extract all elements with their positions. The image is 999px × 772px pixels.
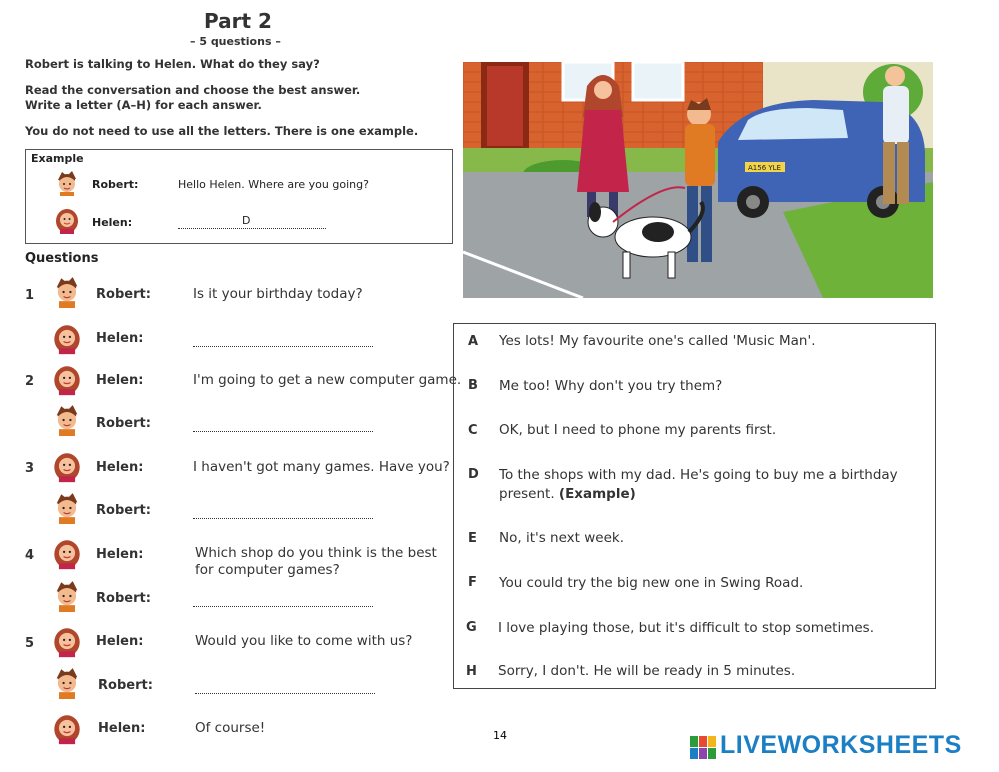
instruction-line-3: Write a letter (A–H) for each answer. (25, 98, 262, 112)
option-letter-d: D (468, 467, 479, 482)
helen-face-icon (52, 362, 82, 396)
svg-text:A156 YLE: A156 YLE (748, 164, 781, 172)
answer-field-4[interactable] (193, 596, 373, 607)
option-text-h: Sorry, I don't. He will be ready in 5 minutes. (498, 663, 796, 679)
example-box (25, 149, 453, 244)
instruction-line-2: Read the conversation and choose the best answer. (25, 83, 361, 97)
helen-face-icon (54, 206, 80, 234)
page-number: 14 (493, 729, 507, 742)
answer-field-2[interactable] (193, 421, 373, 432)
speaker-label: Helen: (96, 634, 144, 649)
helen-face-icon (52, 321, 82, 355)
answer-field-5[interactable] (195, 683, 375, 694)
example-marker: (Example) (558, 486, 636, 502)
question-number: 1 (25, 288, 35, 303)
brand-wordmark: LIVEWORKSHEETS (720, 731, 962, 759)
closing-text: Of course! (195, 720, 266, 736)
option-letter-h: H (466, 664, 477, 679)
option-letter-f: F (468, 575, 477, 590)
helen-face-icon (52, 624, 82, 658)
helen-face-icon (52, 449, 82, 483)
reply-speaker-label: Helen: (96, 331, 144, 346)
example-answer-line (178, 218, 326, 229)
speaker-label: Helen: (96, 373, 144, 388)
example-line: Hello Helen. Where are you going? (178, 178, 369, 191)
example-speaker-helen: Helen: (92, 216, 133, 229)
question-text: I'm going to get a new computer game. (193, 372, 462, 388)
reply-speaker-label: Robert: (96, 503, 151, 518)
robert-face-icon (52, 580, 82, 612)
option-text-b: Me too! Why don't you try them? (499, 378, 723, 394)
reply-speaker-label: Robert: (98, 678, 153, 693)
option-text-c: OK, but I need to phone my parents first. (499, 422, 777, 438)
option-text-f: You could try the big new one in Swing Road. (499, 575, 804, 591)
helen-face-icon (52, 536, 82, 570)
instruction-line-1: Robert is talking to Helen. What do they say? (25, 57, 320, 71)
part-subtitle: – 5 questions – (190, 35, 281, 48)
question-number: 3 (25, 461, 35, 476)
closing-speaker-label: Helen: (98, 721, 146, 736)
option-text-d (499, 466, 919, 504)
speaker-label: Helen: (96, 547, 144, 562)
question-text: Would you like to come with us? (195, 633, 413, 649)
questions-heading: Questions (25, 251, 99, 266)
option-letter-e: E (468, 531, 477, 546)
option-letter-a: A (468, 334, 479, 349)
option-text-e: No, it's next week. (499, 530, 624, 546)
option-letter-c: C (468, 423, 478, 438)
question-number: 4 (25, 548, 35, 563)
liveworksheets-logo-icon (690, 736, 716, 760)
option-text-a: Yes lots! My favourite one's called 'Music Man'. (499, 333, 816, 349)
option-letter-g: G (466, 620, 477, 635)
option-text-g: I love playing those, but it's difficult to stop sometimes. (498, 620, 874, 636)
question-number: 2 (25, 374, 35, 389)
reply-speaker-label: Robert: (96, 416, 151, 431)
option-text-d-main: To the shops with my dad. He's going to buy me a birthday present. (499, 467, 898, 502)
example-answer: D (242, 214, 251, 227)
robert-face-icon (52, 404, 82, 436)
robert-face-icon (52, 667, 82, 699)
reply-speaker-label: Robert: (96, 591, 151, 606)
answer-field-1[interactable] (193, 336, 373, 347)
question-text: Which shop do you think is the best for computer games? (195, 545, 437, 578)
example-label: Example (31, 152, 84, 165)
example-speaker-robert: Robert: (92, 178, 139, 191)
speaker-label: Robert: (96, 287, 151, 302)
question-text: I haven't got many games. Have you? (193, 459, 450, 475)
answer-field-3[interactable] (193, 508, 373, 519)
option-letter-b: B (468, 378, 478, 393)
robert-face-icon (52, 276, 82, 308)
question-number: 5 (25, 636, 35, 651)
helen-face-icon (52, 711, 82, 745)
part-title: Part 2 (204, 9, 272, 33)
question-text: Is it your birthday today? (193, 286, 363, 302)
robert-face-icon (54, 170, 80, 196)
robert-face-icon (52, 492, 82, 524)
instruction-line-4: You do not need to use all the letters. There is one example. (25, 124, 419, 138)
speaker-label: Helen: (96, 460, 144, 475)
street-scene-illustration (463, 62, 933, 298)
